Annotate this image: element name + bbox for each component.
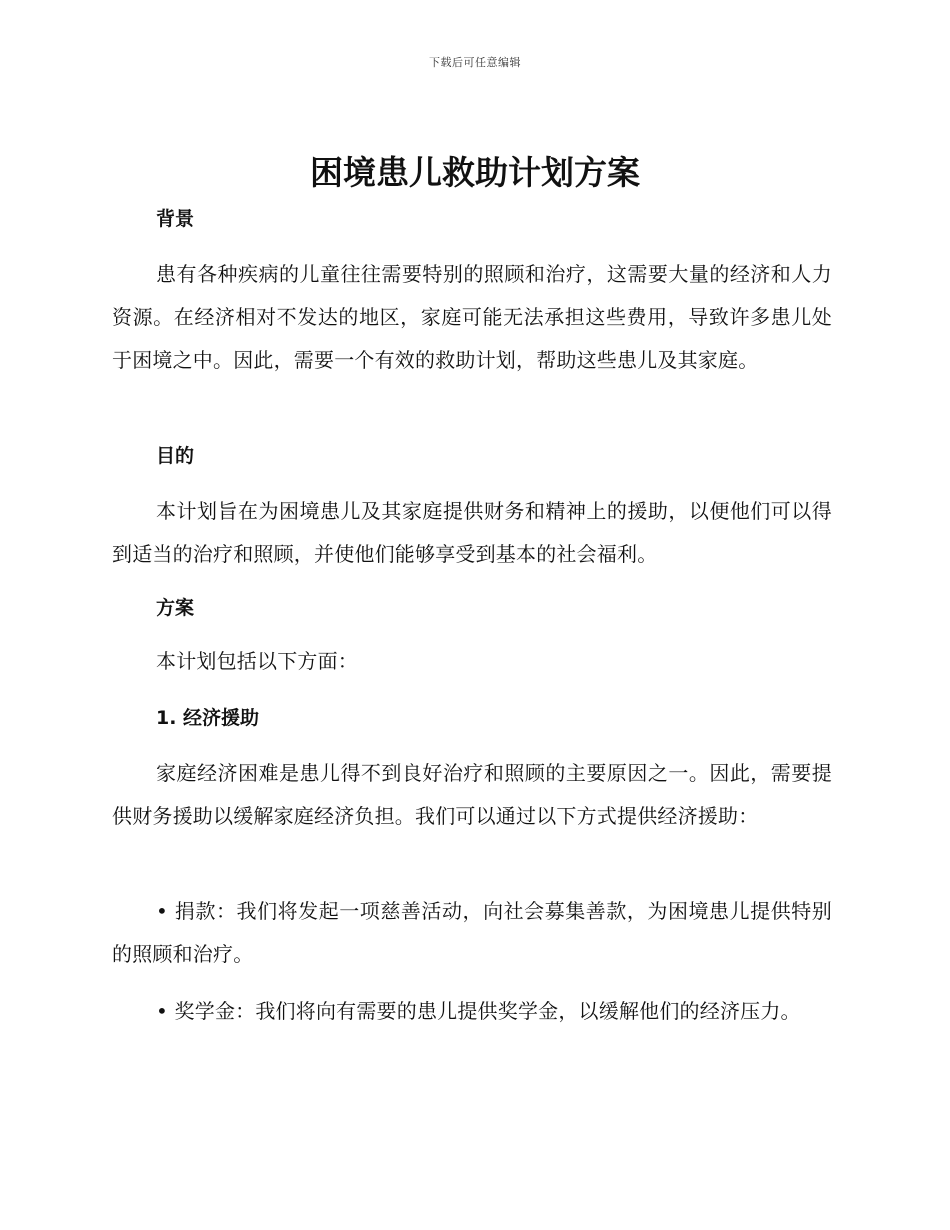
document-title: 困境患儿救助计划方案	[310, 153, 640, 192]
section-heading-plan: 方案	[156, 597, 195, 619]
page-header-note: 下载后可任意编辑	[429, 56, 521, 69]
bullet-donation: • 捐款：我们将发起一项慈善活动，向社会募集善款，为困境患儿提供特别的照顾和治疗。	[112, 899, 832, 966]
subsection-heading-economic-aid: 1. 经济援助	[156, 707, 260, 729]
bullet-scholarship: • 奖学金：我们将向有需要的患儿提供奖学金，以缓解他们的经济压力。	[156, 999, 801, 1023]
economic-aid-paragraph: 家庭经济困难是患儿得不到良好治疗和照顾的主要原因之一。因此，需要提供财务援助以缓解家庭经济负担。我们可以通过以下方式提供经济援助：	[112, 761, 832, 828]
section-heading-purpose: 目的	[156, 445, 195, 467]
background-paragraph: 患有各种疾病的儿童往往需要特别的照顾和治疗，这需要大量的经济和人力资源。在经济相对不发达的地区，家庭可能无法承担这些费用，导致许多患儿处于困境之中。因此，需要一个有效的救助计划，帮助这些患儿及其家庭。	[112, 262, 832, 372]
section-heading-background: 背景	[156, 208, 195, 230]
purpose-paragraph: 本计划旨在为困境患儿及其家庭提供财务和精神上的援助，以便他们可以得到适当的治疗和照顾，并使他们能够享受到基本的社会福利。	[112, 499, 832, 566]
plan-intro: 本计划包括以下方面：	[156, 649, 358, 673]
